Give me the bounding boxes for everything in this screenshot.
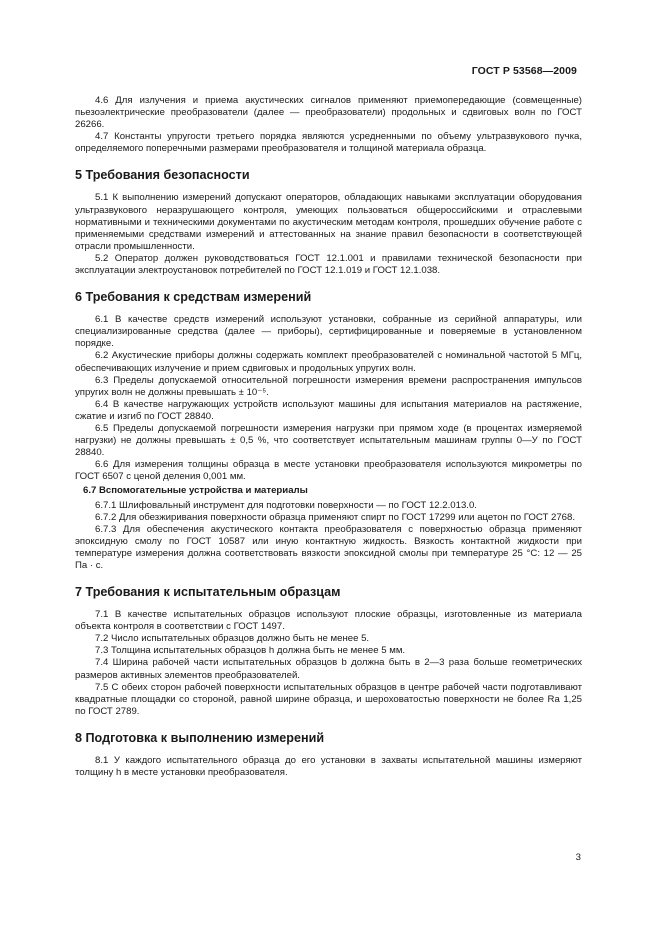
section-7-heading: 7 Требования к испытательным образцам xyxy=(75,585,341,600)
document-id-header: ГОСТ Р 53568—2009 xyxy=(471,65,577,77)
paragraph-6-7-1: 6.7.1 Шлифовальный инструмент для подготовки поверхности — по ГОСТ 12.2.013.0. xyxy=(95,499,477,511)
paragraph-7-1: 7.1 В качестве испытательных образцов используют плоские образцы, изготовленные из материала объекта контроля в соответствии с ГОСТ 1497. xyxy=(75,609,582,633)
paragraph-4-7: 4.7 Константы упругости третьего порядка являются усредненными по объему ультразвукового пучка, определяемого поперечными размерами преобразователя и толщиной материала образца. xyxy=(75,131,582,155)
subsection-6-7-heading: 6.7 Вспомогательные устройства и материалы xyxy=(83,485,308,497)
paragraph-4-6: 4.6 Для излучения и приема акустических сигналов применяют приемопередающие (совмещенные) пьезоэлектрические преобразователи (далее — преобразователи) продольных и сдвиговых волн по ГОСТ 26266. xyxy=(75,95,582,131)
paragraph-6-3: 6.3 Пределы допускаемой относительной погрешности измерения времени распространения импульсов упругих волн не должны превышать ± 10⁻⁵. xyxy=(75,374,582,398)
paragraph-6-2: 6.2 Акустические приборы должны содержать комплект преобразователей с номинальной частотой 5 МГц, обеспечивающих излучение и прием сдвиговых и продольных упругих волн. xyxy=(75,350,582,374)
paragraph-6-6: 6.6 Для измерения толщины образца в месте установки преобразователя используются микрометры по ГОСТ 6507 с ценой деления 0,001 мм. xyxy=(75,459,582,483)
paragraph-5-2: 5.2 Оператор должен руководствоваться ГОСТ 12.1.001 и правилами технической безопасности при эксплуатации электроустановок потребителей по ГОСТ 12.1.019 и ГОСТ 12.1.038. xyxy=(75,252,582,277)
paragraph-5-1: 5.1 К выполнению измерений допускают операторов, обладающих навыками эксплуатации оборудования ультразвукового неразрушающего контроля, умеющих пользоваться общероссийскими и отраслевыми нормативными и техническими документами по акустическим методам контроля, прошедших обучение работе с применяемыми средствами измерений и аттестованных на знание правил безопасности в соответствующей отрасли промышленности. xyxy=(75,192,582,252)
paragraph-6-5: 6.5 Пределы допускаемой погрешности измерения нагрузки при прямом ходе (в процентах измеряемой нагрузки) не должны превышать ± 0,5 %, что соответствует испытательным машинам группы 0—У по ГОСТ 28840. xyxy=(75,422,582,459)
paragraph-6-7-3: 6.7.3 Для обеспечения акустического контакта преобразователя с поверхностью образца применяют эпоксидную смолу по ГОСТ 10587 или иную контактную жидкость. Вязкость контактной жидкости при температуре измерения должна соответствовать вязкости эпоксидной смолы при температуре 25 °С: 12 — 25 Па · с. xyxy=(75,523,582,571)
paragraph-7-3: 7.3 Толщина испытательных образцов h должна быть не менее 5 мм. xyxy=(95,645,406,657)
paragraph-6-7-2: 6.7.2 Для обезжиривания поверхности образца применяют спирт по ГОСТ 17299 или ацетон по ГОСТ 2768. xyxy=(95,511,575,523)
paragraph-6-4: 6.4 В качестве нагружающих устройств используют машины для испытания материалов на растяжение, сжатие и изгиб по ГОСТ 28840. xyxy=(75,398,582,422)
section-5-heading: 5 Требования безопасности xyxy=(75,168,250,183)
paragraph-8-1: 8.1 У каждого испытательного образца до его установки в захваты испытательной машины измеряют толщину h в месте установки преобразователя. xyxy=(75,754,582,779)
section-6-heading: 6 Требования к средствам измерений xyxy=(75,290,312,305)
paragraph-7-5: 7.5 С обеих сторон рабочей поверхности испытательных образцов в центре рабочей части подготавливают квадратные площадки со стороной, равной ширине образца, и шероховатостью поверхности не более Ra 1,25 по ГОСТ 2789. xyxy=(75,681,582,717)
section-8-heading: 8 Подготовка к выполнению измерений xyxy=(75,730,325,745)
page-content xyxy=(75,95,582,779)
paragraph-7-2: 7.2 Число испытательных образцов должно быть не менее 5. xyxy=(95,633,370,645)
page-number: 3 xyxy=(575,852,581,863)
paragraph-6-1: 6.1 В качестве средств измерений используют установки, собранные из серийной аппаратуры, или специализированные средства (далее — приборы), сертифицированные и поверяемые в установленном порядке. xyxy=(75,314,582,350)
paragraph-7-4: 7.4 Ширина рабочей части испытательных образцов b должна быть в 2—3 раза больше геометрических размеров активных элементов преобразователей. xyxy=(75,657,582,681)
